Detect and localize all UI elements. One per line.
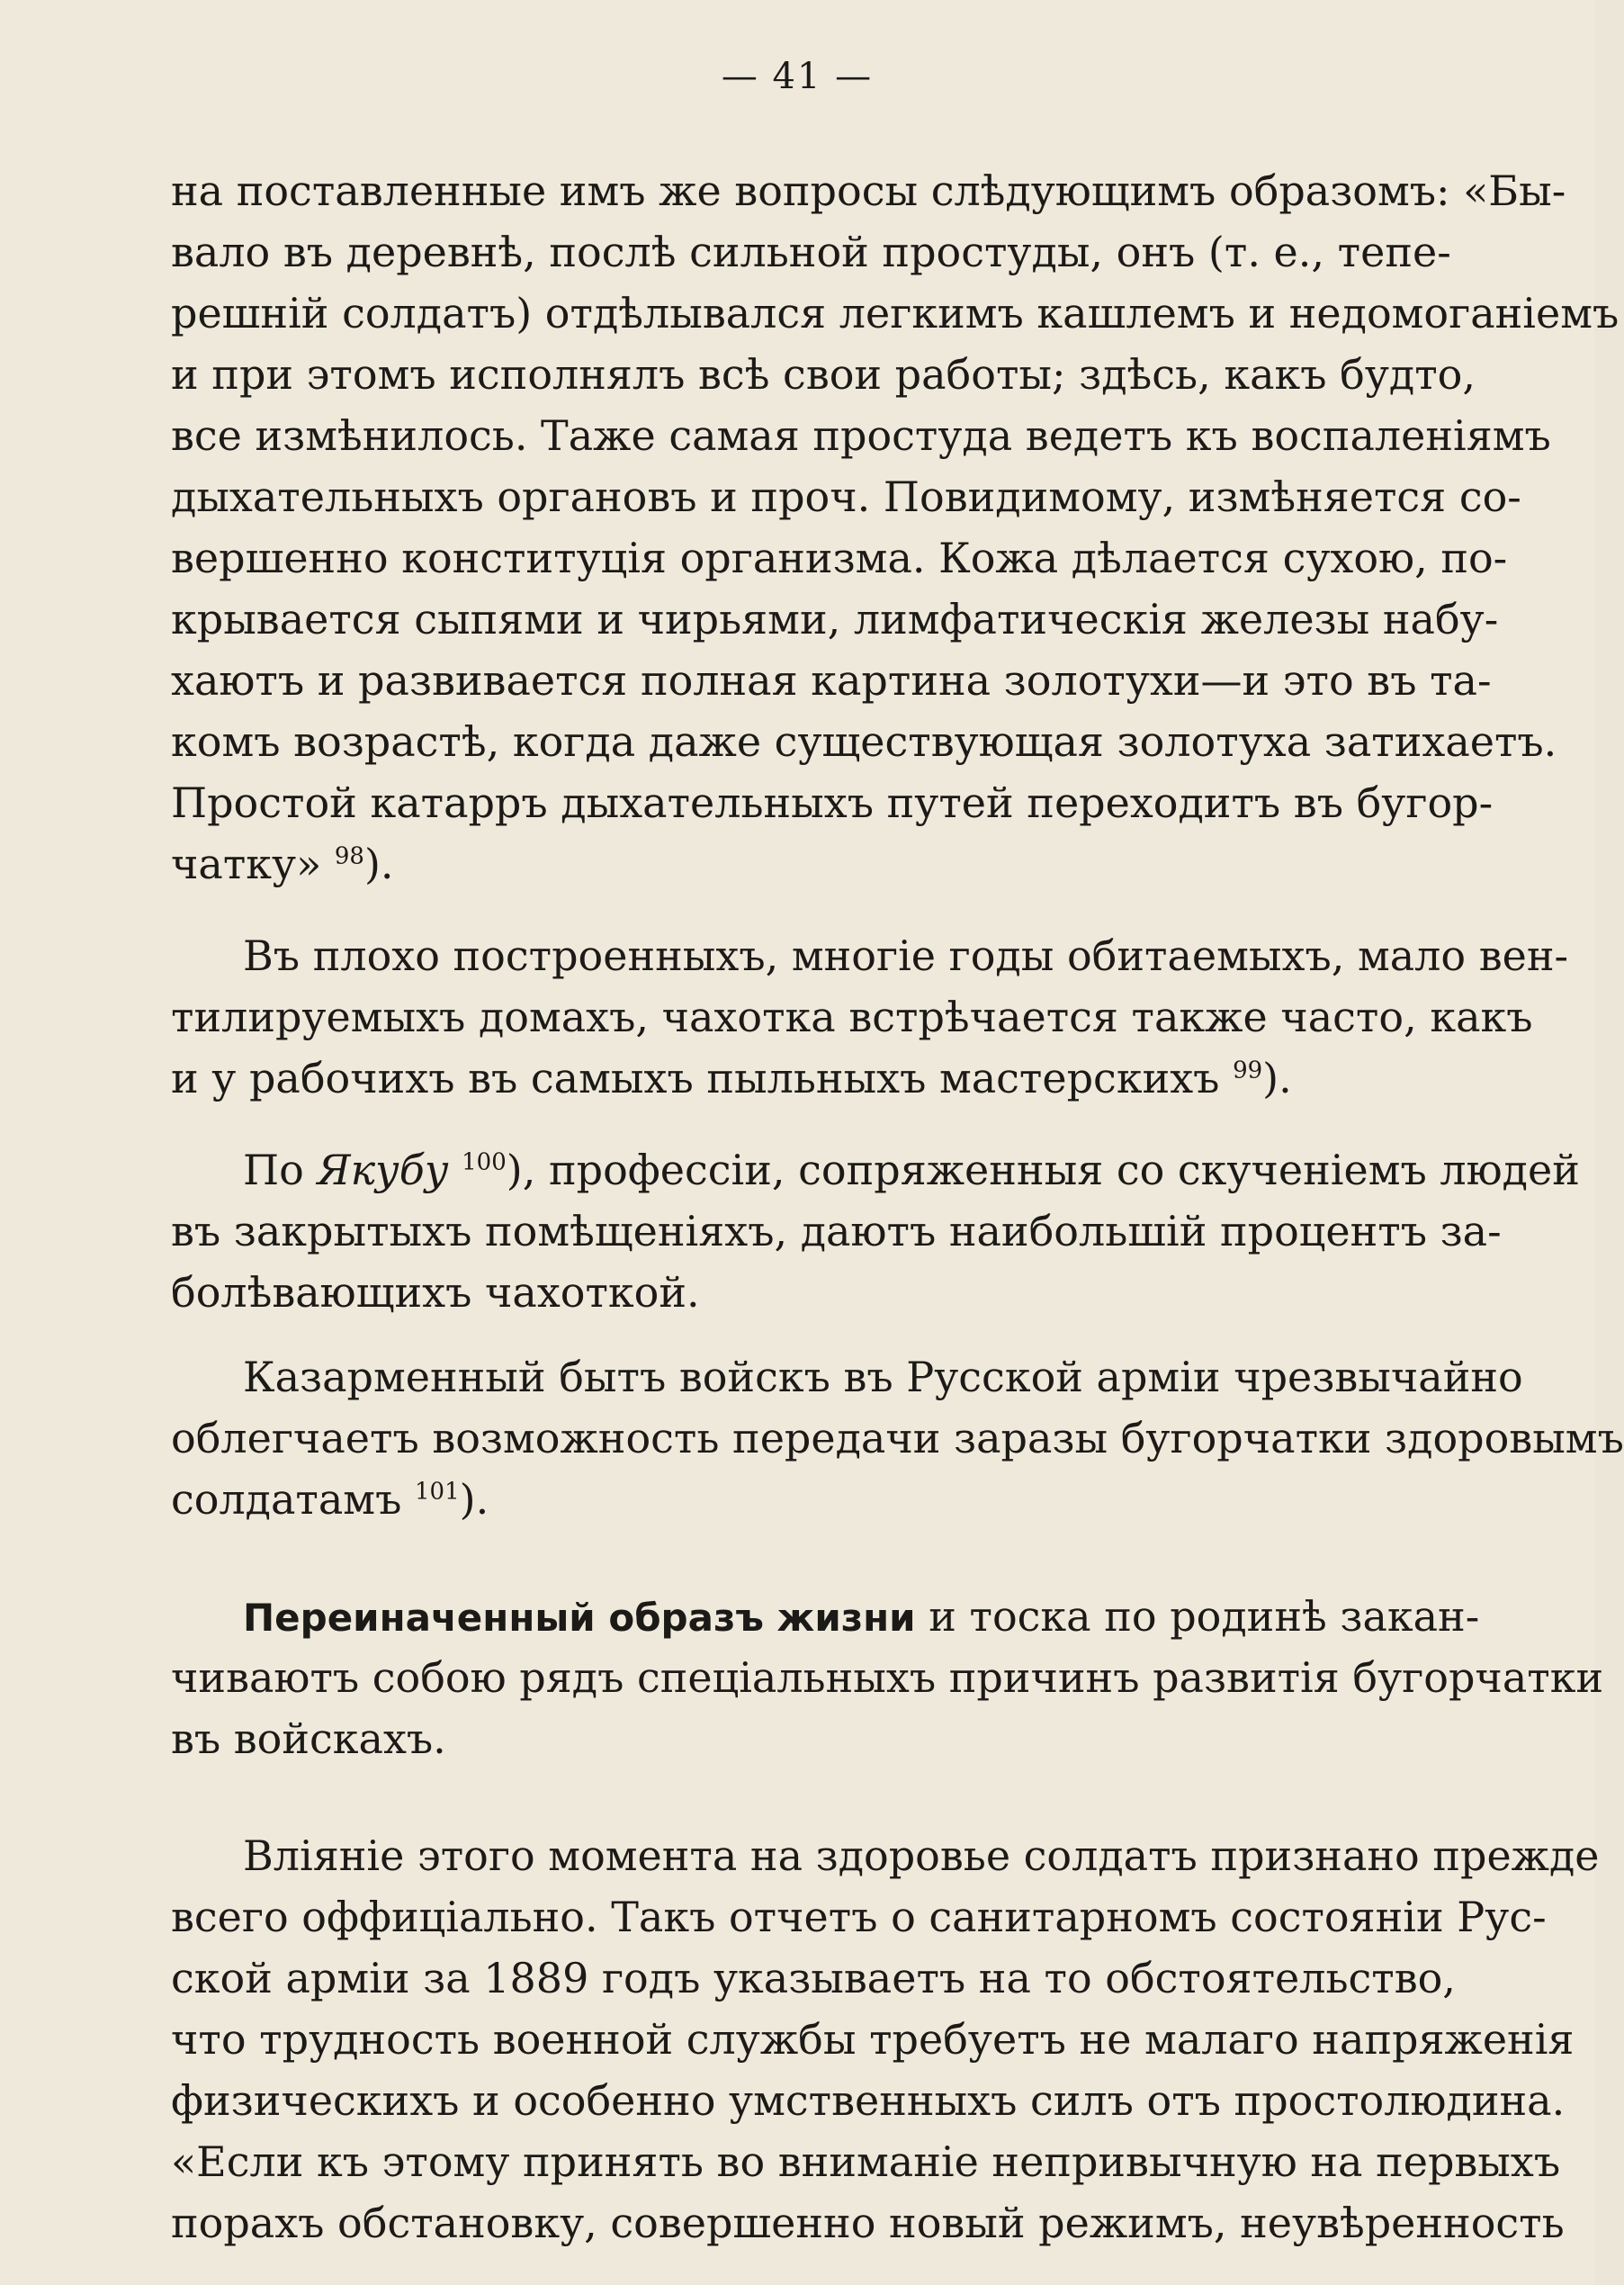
text-line: и при этомъ исполнялъ всѣ свои работы; здѣсь, какъ будто, bbox=[171, 350, 1476, 399]
text-line: комъ возрастѣ, когда даже существующая золотуха затихаетъ. bbox=[171, 717, 1557, 766]
text-line: чиваютъ собою рядъ спеціальныхъ причинъ развитія бугорчатки bbox=[171, 1653, 1604, 1702]
text-line: тилируемыхъ домахъ, чахотка встрѣчается также часто, какъ bbox=[171, 993, 1533, 1041]
text-line: болѣвающихъ чахоткой. bbox=[171, 1268, 700, 1317]
line-text: и тоска по родинѣ закан- bbox=[929, 1592, 1480, 1641]
text-line bbox=[171, 1586, 1480, 1647]
line-end: ). bbox=[1262, 1054, 1292, 1102]
text-line: въ войскахъ. bbox=[171, 1714, 446, 1763]
line-text: и у рабочихъ въ самыхъ пыльныхъ мастерскихъ bbox=[171, 1054, 1220, 1102]
text-line: Простой катарръ дыхательныхъ путей переходитъ въ бугор- bbox=[171, 778, 1494, 827]
line-end: ). bbox=[459, 1475, 489, 1524]
text-line: что трудность военной службы требуетъ не малаго напряженія bbox=[171, 2015, 1575, 2064]
paragraph-1 bbox=[171, 160, 1620, 895]
text-line bbox=[171, 833, 1426, 895]
footnote-ref-99: 99 bbox=[1233, 1057, 1263, 1084]
paragraph-6 bbox=[171, 1825, 1600, 2254]
text-line: физическихъ и особенно умственныхъ силъ отъ простолюдина. bbox=[171, 2076, 1566, 2125]
text-line bbox=[171, 1048, 1426, 1109]
text-line: решній солдатъ) отдѣлывался легкимъ кашлемъ и недомоганіемъ bbox=[171, 289, 1620, 337]
line-text: По bbox=[243, 1146, 304, 1194]
body-text bbox=[171, 160, 1624, 2254]
text-line: хаютъ и развивается полная картина золотухи—и это въ та- bbox=[171, 656, 1492, 705]
text-line: вало въ деревнѣ, послѣ сильной простуды, онъ (т. е., тепе- bbox=[171, 228, 1451, 276]
text-line: Казарменный бытъ войскъ въ Русской арміи чрезвычайно bbox=[243, 1353, 1523, 1401]
footnote-ref-101: 101 bbox=[414, 1478, 460, 1506]
text-line: «Если къ этому принять во вниманіе непривычную на первыхъ bbox=[171, 2137, 1561, 2186]
text-line: на поставленные имъ же вопросы слѣдующимъ образомъ: «Бы- bbox=[171, 166, 1566, 215]
text-line: крывается сыпями и чирьями, лимфатическія железы набу- bbox=[171, 595, 1499, 643]
text-line bbox=[171, 1469, 1426, 1530]
text-line: дыхательныхъ органовъ и проч. Повидимому, измѣняется со- bbox=[171, 472, 1521, 521]
line-text: ), профессіи, сопряженныя со скученіемъ людей bbox=[506, 1146, 1580, 1194]
line-text: солдатамъ bbox=[171, 1475, 402, 1524]
text-line: порахъ обстановку, совершенно новый режимъ, неувѣренность bbox=[171, 2199, 1565, 2247]
text-line: все измѣнилось. Таже самая простуда ведетъ къ воспаленіямъ bbox=[171, 411, 1551, 460]
text-line: облегчаетъ возможность передачи заразы бугорчатки здоровымъ bbox=[171, 1414, 1624, 1462]
author-name: Якубу bbox=[317, 1146, 449, 1194]
line-end: ). bbox=[363, 840, 394, 888]
text-line: вершенно конституція организма. Кожа дѣлается сухою, по- bbox=[171, 534, 1508, 582]
page-number: — 41 — bbox=[721, 56, 874, 97]
footnote-ref-98: 98 bbox=[334, 842, 364, 870]
paragraph-4 bbox=[171, 1346, 1624, 1530]
footnote-ref-100: 100 bbox=[462, 1148, 507, 1176]
text-line: Вліяніе этого момента на здоровье солдатъ признано прежде bbox=[243, 1831, 1600, 1880]
emphasis-heading: Переиначенный образъ жизни bbox=[243, 1596, 916, 1640]
paragraph-3 bbox=[171, 1139, 1580, 1323]
paragraph-5 bbox=[171, 1586, 1604, 1769]
text-line: ской арміи за 1889 годъ указываетъ на то обстоятельство, bbox=[171, 1954, 1456, 2002]
text-line bbox=[171, 1139, 1580, 1201]
paragraph-2 bbox=[171, 925, 1569, 1109]
text-line: Въ плохо построенныхъ, многіе годы обитаемыхъ, мало вен- bbox=[243, 931, 1569, 980]
line-text: чатку» bbox=[171, 840, 322, 888]
text-line: всего оффиціально. Такъ отчетъ о санитарномъ состояніи Рус- bbox=[171, 1893, 1547, 1941]
text-line: въ закрытыхъ помѣщеніяхъ, даютъ наибольшій процентъ за- bbox=[171, 1207, 1502, 1255]
